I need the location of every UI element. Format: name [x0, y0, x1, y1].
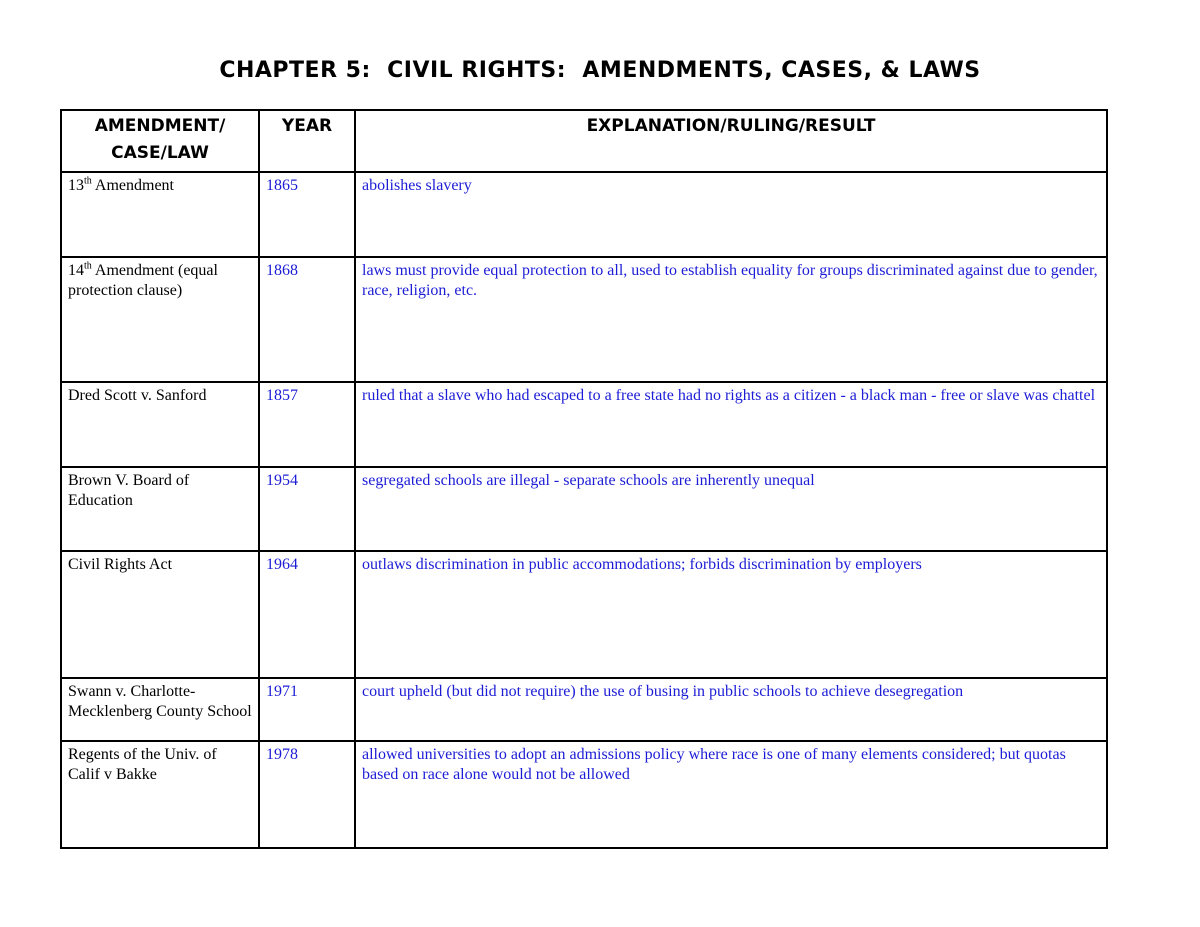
table-row [61, 172, 1107, 257]
header-year: YEAR [259, 110, 355, 172]
table-row [61, 741, 1107, 848]
case-cell: Dred Scott v. Sanford [61, 382, 259, 467]
table-row [61, 678, 1107, 741]
explanation-cell: outlaws discrimination in public accommodations; forbids discrimination by employers [355, 551, 1107, 678]
case-name: 13 [68, 177, 84, 194]
year-cell: 1868 [259, 257, 355, 382]
case-name-rest: Amendment (equal protection clause) [68, 262, 218, 299]
header-case: AMENDMENT/ CASE/LAW [61, 110, 259, 172]
year-cell: 1978 [259, 741, 355, 848]
table-row [61, 382, 1107, 467]
explanation-cell: segregated schools are illegal - separate schools are inherently unequal [355, 467, 1107, 551]
explanation-cell: court upheld (but did not require) the use of busing in public schools to achieve desegregation [355, 678, 1107, 741]
explanation-cell: abolishes slavery [355, 172, 1107, 257]
case-cell [61, 172, 259, 257]
table-row [61, 257, 1107, 382]
header-explanation: EXPLANATION/RULING/RESULT [355, 110, 1107, 172]
page-title: CHAPTER 5: CIVIL RIGHTS: AMENDMENTS, CASES, & LAWS [219, 58, 981, 83]
case-cell: Civil Rights Act [61, 551, 259, 678]
case-name: 14 [68, 262, 84, 279]
table-header-row [61, 110, 1107, 172]
explanation-cell: allowed universities to adopt an admissions policy where race is one of many elements considered; but quotas based on race alone would not be allowed [355, 741, 1107, 848]
table-row [61, 467, 1107, 551]
table-row [61, 551, 1107, 678]
explanation-cell: laws must provide equal protection to all, used to establish equality for groups discriminated against due to gender, race, religion, etc. [355, 257, 1107, 382]
explanation-cell: ruled that a slave who had escaped to a free state had no rights as a citizen - a black man - free or slave was chattel [355, 382, 1107, 467]
year-cell: 1971 [259, 678, 355, 741]
year-cell: 1865 [259, 172, 355, 257]
case-cell [61, 257, 259, 382]
case-cell: Regents of the Univ. of Calif v Bakke [61, 741, 259, 848]
case-superscript: th [84, 175, 92, 187]
year-cell: 1954 [259, 467, 355, 551]
year-cell: 1964 [259, 551, 355, 678]
case-cell: Brown V. Board of Education [61, 467, 259, 551]
case-superscript: th [84, 260, 92, 272]
civil-rights-table [60, 109, 1108, 849]
case-cell: Swann v. Charlotte-Mecklenberg County School [61, 678, 259, 741]
year-cell: 1857 [259, 382, 355, 467]
case-name-rest: Amendment [91, 177, 174, 194]
